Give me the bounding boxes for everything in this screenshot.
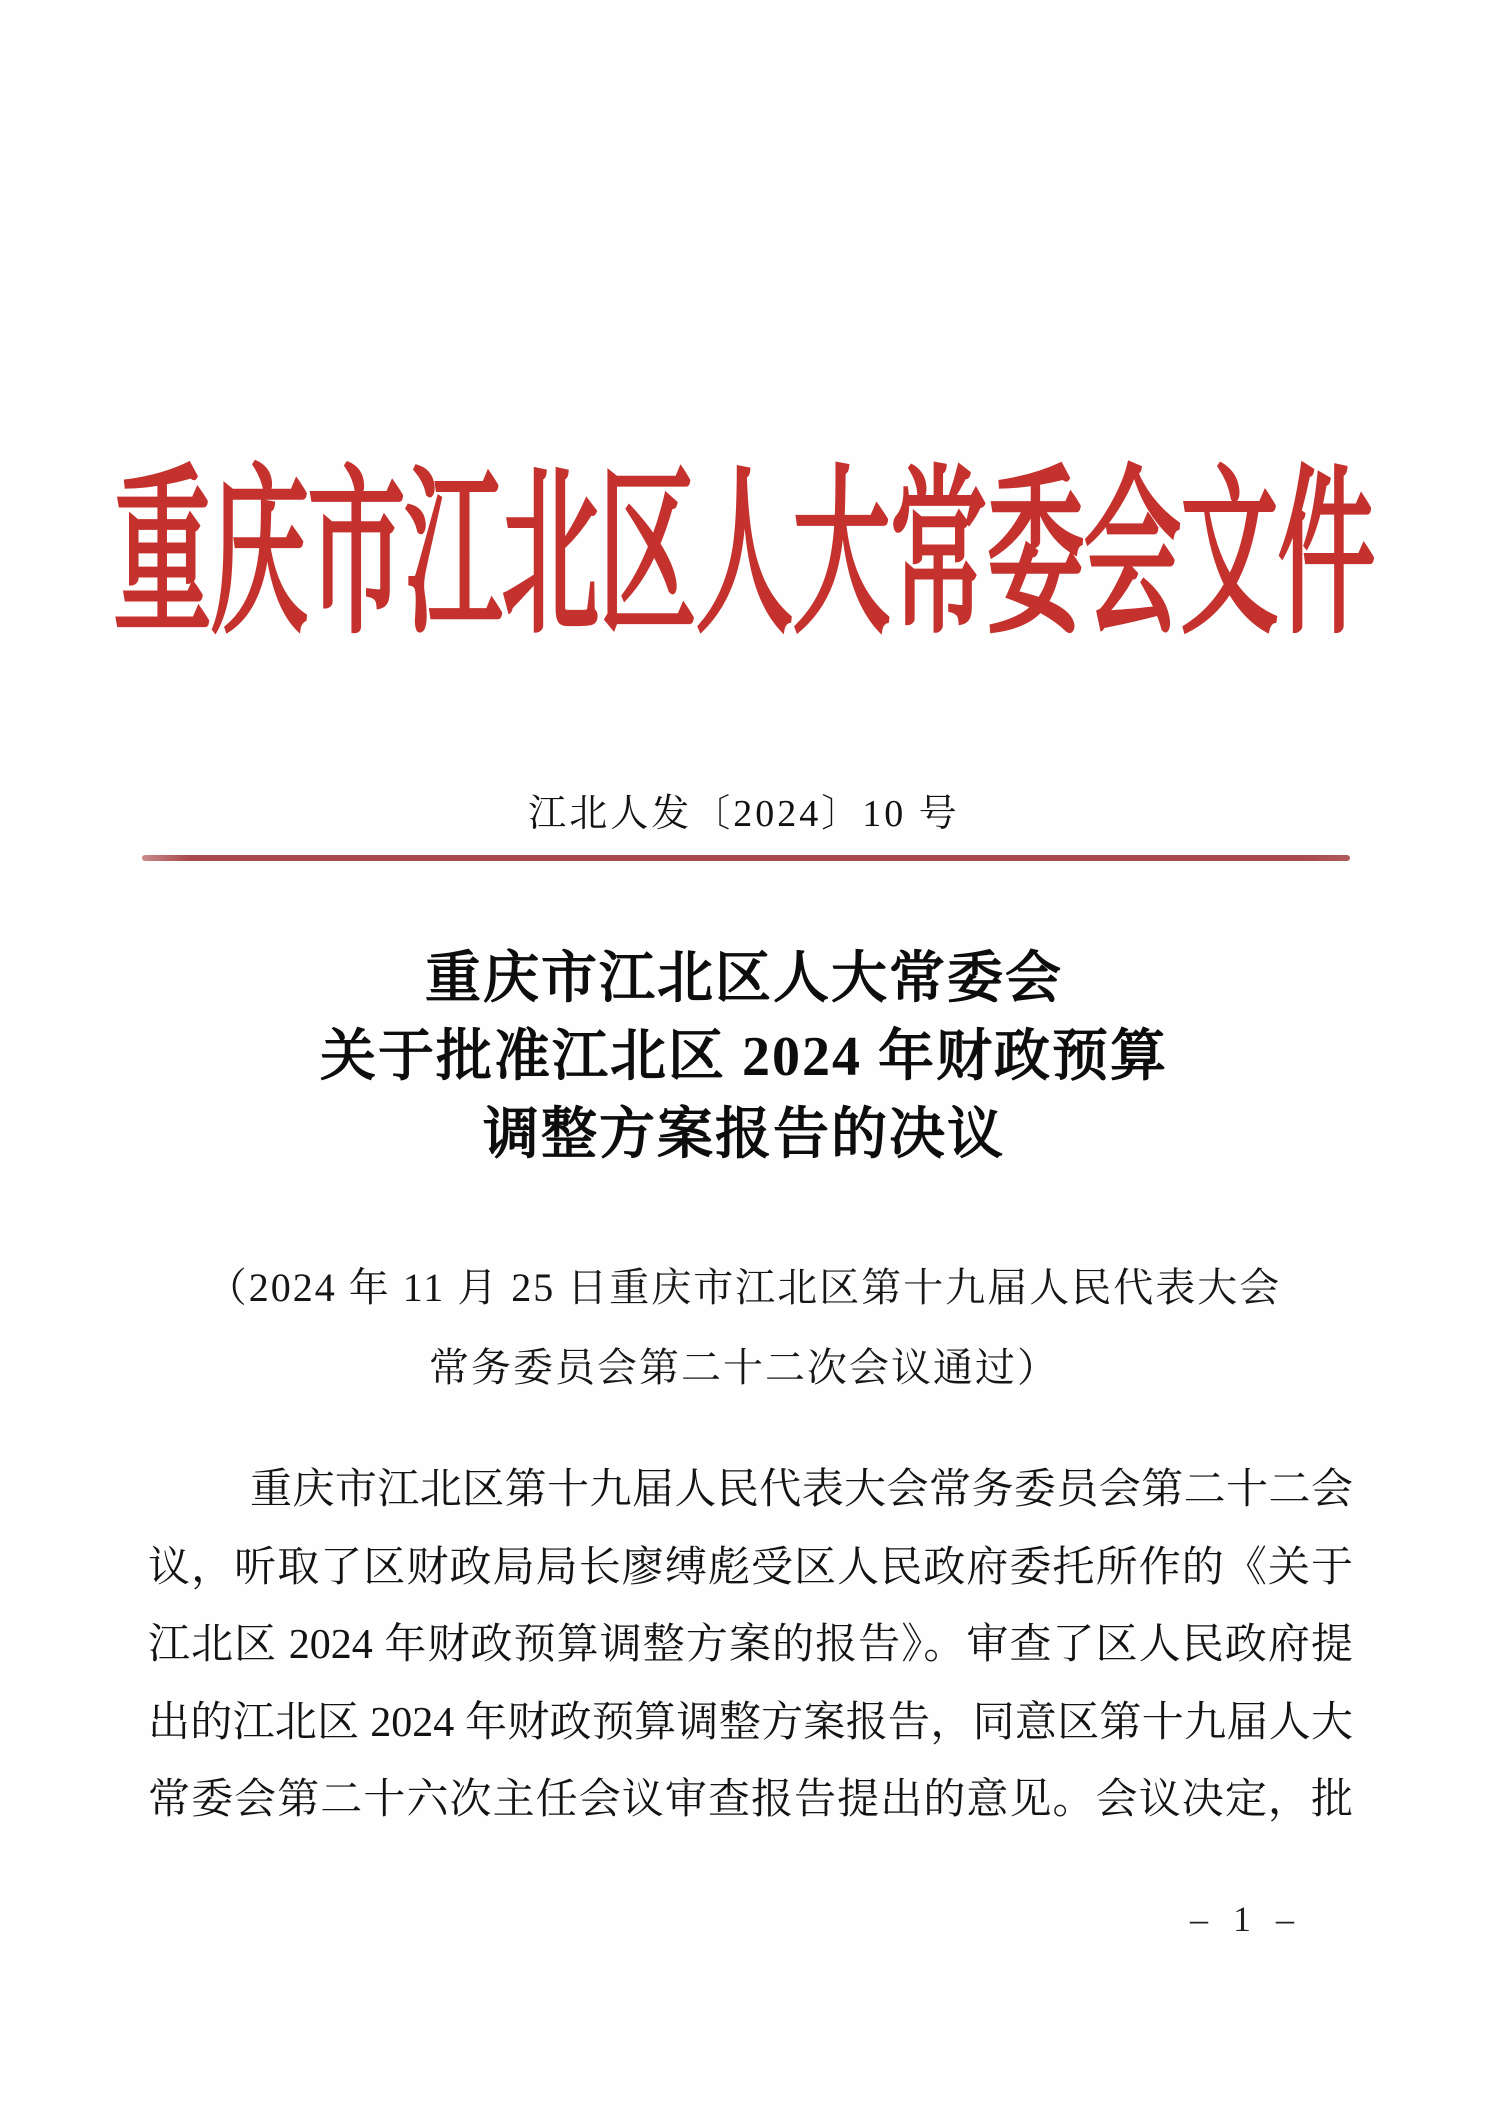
document-title-line-2: 关于批准江北区 2024 年财政预算 bbox=[320, 1026, 1168, 1088]
issuing-authority-banner: 重庆市江北区人大常委会文件 bbox=[113, 457, 1375, 657]
body-paragraph-line-4: 出的江北区 2024 年财政预算调整方案报告，同意区第十九届人大 bbox=[148, 1699, 1353, 1746]
body-paragraph-line-1: 重庆市江北区第十九届人民代表大会常务委员会第二十二会 bbox=[250, 1467, 1353, 1513]
document-title-line-3: 调整方案报告的决议 bbox=[483, 1104, 1005, 1166]
body-paragraph-line-2: 议，听取了区财政局局长廖缚彪受区人民政府委托所作的《关于 bbox=[148, 1544, 1353, 1591]
body-paragraph-line-5: 常委会第二十六次主任会议审查报告提出的意见。会议决定，批 bbox=[148, 1777, 1353, 1823]
red-divider-rule bbox=[142, 855, 1350, 861]
page-number: – 1 – bbox=[1190, 1899, 1302, 1939]
meeting-note-line-2: 常务委员会第二十二次会议通过） bbox=[429, 1345, 1059, 1390]
body-paragraph-line-3: 江北区 2024 年财政预算调整方案的报告》。审查了区人民政府提 bbox=[148, 1622, 1353, 1668]
meeting-note-line-1: （2024 年 11 月 25 日重庆市江北区第十九届人民代表大会 bbox=[206, 1265, 1282, 1310]
meeting-adoption-note bbox=[0, 1248, 1488, 1408]
document-title bbox=[0, 940, 1488, 1174]
document-number: 江北人发〔2024〕10 号 bbox=[528, 793, 960, 835]
document-title-line-1: 重庆市江北区人大常委会 bbox=[425, 948, 1063, 1010]
body-paragraph bbox=[148, 1452, 1353, 1840]
red-banner-header bbox=[0, 452, 1488, 662]
